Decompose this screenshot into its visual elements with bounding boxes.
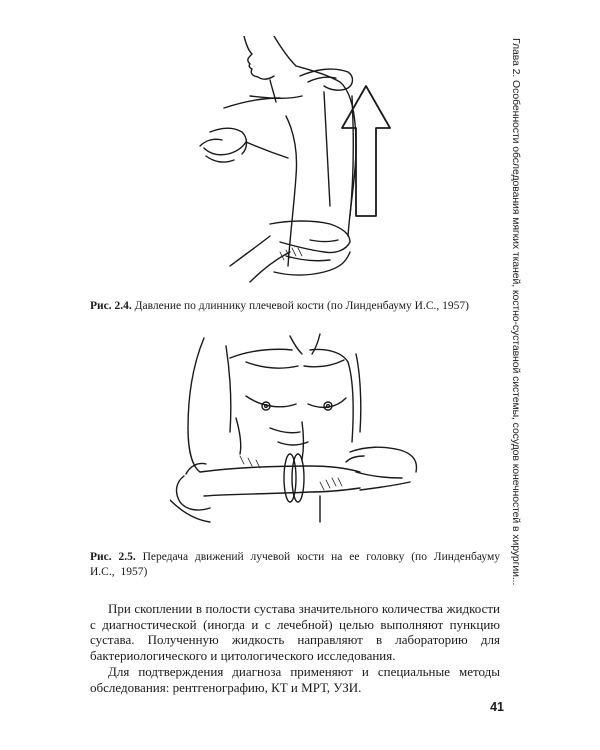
examiner-lower-hand xyxy=(270,221,350,253)
face-profile xyxy=(244,36,274,79)
figure-2-4-caption xyxy=(90,299,500,314)
examiner-left-hand xyxy=(177,476,210,510)
figure-2-4-illustration xyxy=(190,36,420,292)
bracelet-2 xyxy=(292,454,304,502)
figure-label: Рис. 2.5. xyxy=(90,551,136,563)
caption-text: Давление по длиннику плечевой кости (по Линденбауму И.С., 1957) xyxy=(134,300,469,312)
running-head: Глава 2. Особенности обследования мягких тканей, костно-суставной системы, сосудов конечностей в хирургии... xyxy=(510,38,522,586)
torso-outline xyxy=(188,338,204,472)
body-paragraph-1 xyxy=(90,601,500,663)
page-number: 41 xyxy=(490,700,504,714)
body-paragraph-2 xyxy=(90,664,500,695)
examiner-right-hand xyxy=(350,447,416,472)
figure-2-5-illustration xyxy=(170,332,420,526)
upward-arrow xyxy=(342,86,390,216)
figure-2-5-caption xyxy=(90,550,500,580)
forearm xyxy=(200,466,360,472)
caption-text: Передача движений лучевой кости на ее головку (по Линденбауму И.С., 1957) xyxy=(90,551,500,578)
paragraph-text: Для подтверждения диагноза применяют и специальные методы обследования: рентгенографию, КТ и МРТ, УЗИ. xyxy=(90,664,500,695)
figure-label: Рис. 2.4. xyxy=(90,300,132,312)
paragraph-text: При скоплении в полости сустава значительного количества жидкости с диагностической (иногда и с лечебной) целью выполняют пункцию сустава. Полученную жидкость направляют в лабораторию для бактериологического и цитологического исследования. xyxy=(90,601,500,663)
